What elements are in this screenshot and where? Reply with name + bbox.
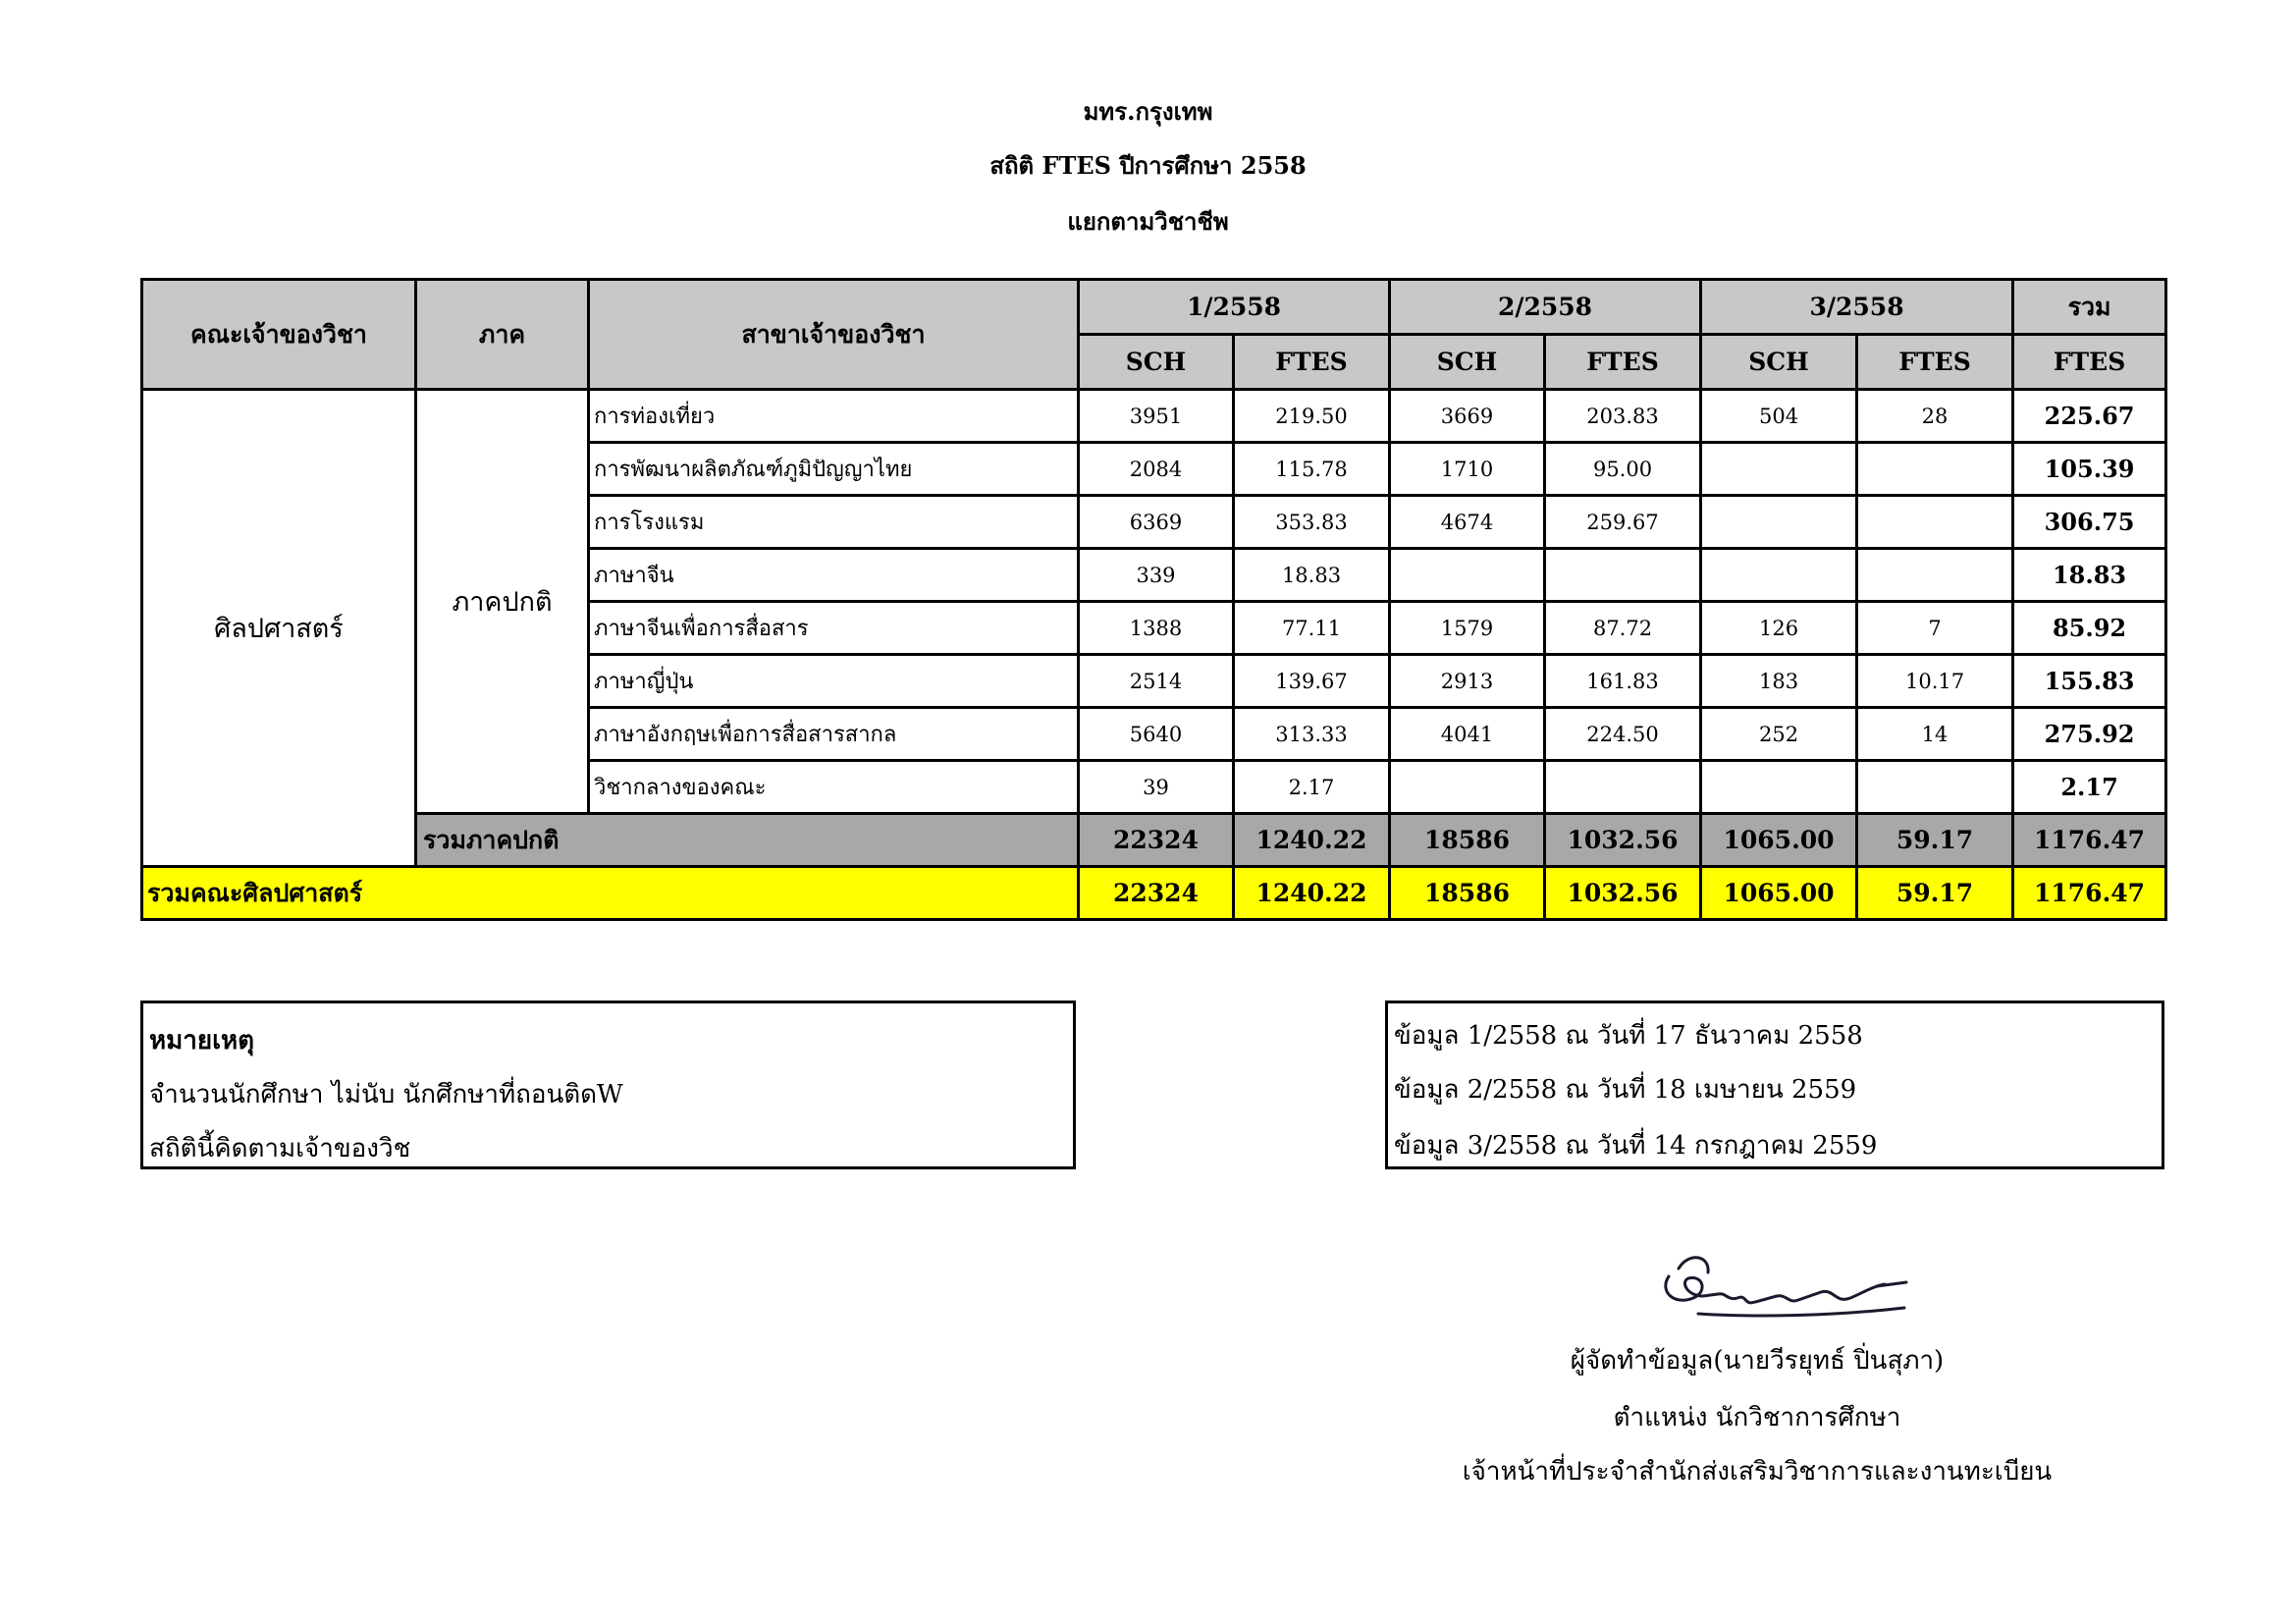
sch-cell: 3669 — [1390, 390, 1545, 443]
ftes-cell: 59.17 — [1857, 867, 2013, 920]
total-ftes-cell: 105.39 — [2013, 443, 2166, 496]
sch-cell: 22324 — [1079, 867, 1234, 920]
sch-cell: 5640 — [1079, 708, 1234, 761]
sch-cell: 1065.00 — [1701, 814, 1857, 867]
sch-cell: 339 — [1079, 549, 1234, 602]
sch-cell: 2084 — [1079, 443, 1234, 496]
ftes-cell: 7 — [1857, 602, 2013, 655]
ftes-cell — [1857, 443, 2013, 496]
ftes-cell: 87.72 — [1545, 602, 1701, 655]
sch-cell: 4674 — [1390, 496, 1545, 549]
header-ftes: FTES — [1857, 335, 2013, 390]
ftes-cell: 224.50 — [1545, 708, 1701, 761]
signer-office: เจ้าหน้าที่ประจำสำนักส่งเสริมวิชาการและงานทะเบียน — [1462, 1457, 2053, 1487]
ftes-cell: 1032.56 — [1545, 814, 1701, 867]
ftes-cell — [1545, 549, 1701, 602]
ftes-cell: 219.50 — [1234, 390, 1390, 443]
ftes-cell: 77.11 — [1234, 602, 1390, 655]
ftes-cell: 28 — [1857, 390, 2013, 443]
ftes-cell: 14 — [1857, 708, 2013, 761]
branch-cell: ภาษาญี่ปุ่น — [589, 655, 1079, 708]
ftes-cell: 10.17 — [1857, 655, 2013, 708]
notes-line: จำนวนนักศึกษา ไม่นับ นักศึกษาที่ถอนติดW — [149, 1080, 623, 1109]
ftes-cell: 18.83 — [1234, 549, 1390, 602]
subtotal-row — [142, 814, 2166, 867]
total-ftes-cell: 1176.47 — [2013, 867, 2166, 920]
sch-cell: 6369 — [1079, 496, 1234, 549]
sch-cell: 183 — [1701, 655, 1857, 708]
ftes-cell — [1857, 496, 2013, 549]
ftes-cell — [1545, 761, 1701, 814]
notes-line: สถิตินี้คิดตามเจ้าของวิช — [149, 1134, 411, 1163]
sch-cell: 126 — [1701, 602, 1857, 655]
branch-cell: ภาษาจีนเพื่อการสื่อสาร — [589, 602, 1079, 655]
sch-cell: 39 — [1079, 761, 1234, 814]
branch-cell: การท่องเที่ยว — [589, 390, 1079, 443]
sch-cell: 2514 — [1079, 655, 1234, 708]
ftes-cell: 203.83 — [1545, 390, 1701, 443]
sch-cell: 2913 — [1390, 655, 1545, 708]
total-ftes-cell: 1176.47 — [2013, 814, 2166, 867]
header-sch: SCH — [1079, 335, 1234, 390]
total-ftes-cell: 85.92 — [2013, 602, 2166, 655]
ftes-cell: 1240.22 — [1234, 867, 1390, 920]
sch-cell — [1701, 496, 1857, 549]
total-ftes-cell: 275.92 — [2013, 708, 2166, 761]
branch-cell: การโรงแรม — [589, 496, 1079, 549]
signer-name: ผู้จัดทำข้อมูล(นายวีรยุทธ์ ปิ่นสุภา) — [1570, 1346, 1945, 1376]
ftes-cell: 115.78 — [1234, 443, 1390, 496]
header-ftes: FTES — [1545, 335, 1701, 390]
total-ftes-cell: 18.83 — [2013, 549, 2166, 602]
ftes-cell: 95.00 — [1545, 443, 1701, 496]
ftes-cell: 161.83 — [1545, 655, 1701, 708]
branch-cell: ภาษาอังกฤษเพื่อการสื่อสารสากล — [589, 708, 1079, 761]
sch-cell: 22324 — [1079, 814, 1234, 867]
header-faculty: คณะเจ้าของวิชา — [142, 280, 416, 390]
branch-cell: ภาษาจีน — [589, 549, 1079, 602]
sch-cell: 1065.00 — [1701, 867, 1857, 920]
data-date-line: ข้อมูล 1/2558 ณ วันที่ 17 ธันวาคม 2558 — [1394, 1021, 1863, 1051]
ftes-cell: 259.67 — [1545, 496, 1701, 549]
sch-cell — [1701, 549, 1857, 602]
sch-cell: 504 — [1701, 390, 1857, 443]
ftes-cell: 2.17 — [1234, 761, 1390, 814]
ftes-cell — [1857, 761, 2013, 814]
header-term-1: 1/2558 — [1079, 280, 1390, 335]
sch-cell — [1390, 761, 1545, 814]
sch-cell — [1701, 443, 1857, 496]
sch-cell: 1710 — [1390, 443, 1545, 496]
sch-cell: 1579 — [1390, 602, 1545, 655]
notes-title: หมายเหตุ — [149, 1026, 255, 1055]
table-row — [142, 390, 2166, 443]
sch-cell — [1390, 549, 1545, 602]
total-ftes-cell: 306.75 — [2013, 496, 2166, 549]
header-total: รวม — [2013, 280, 2166, 335]
sch-cell: 252 — [1701, 708, 1857, 761]
header-sch: SCH — [1390, 335, 1545, 390]
data-date-line: ข้อมูล 3/2558 ณ วันที่ 14 กรกฎาคม 2559 — [1394, 1131, 1878, 1161]
header-branch: สาขาเจ้าของวิชา — [589, 280, 1079, 390]
signature-image — [1649, 1247, 1914, 1325]
sch-cell: 1388 — [1079, 602, 1234, 655]
report-title: สถิติ FTES ปีการศึกษา 2558 — [989, 151, 1307, 180]
sch-cell: 18586 — [1390, 867, 1545, 920]
ftes-cell: 139.67 — [1234, 655, 1390, 708]
header-total-ftes: FTES — [2013, 335, 2166, 390]
header-sch: SCH — [1701, 335, 1857, 390]
grandtotal-row — [142, 867, 2166, 920]
ftes-table — [140, 278, 2167, 921]
ftes-cell: 59.17 — [1857, 814, 2013, 867]
total-ftes-cell: 225.67 — [2013, 390, 2166, 443]
ftes-cell: 1240.22 — [1234, 814, 1390, 867]
sch-cell — [1701, 761, 1857, 814]
org-title: มทร.กรุงเทพ — [1083, 97, 1213, 126]
total-ftes-cell: 155.83 — [2013, 655, 2166, 708]
header-term-3: 3/2558 — [1701, 280, 2013, 335]
subtotal-label: รวมภาคปกติ — [416, 814, 1079, 867]
ftes-cell: 1032.56 — [1545, 867, 1701, 920]
grandtotal-label: รวมคณะศิลปศาสตร์ — [142, 867, 1079, 920]
header-term-2: 2/2558 — [1390, 280, 1701, 335]
ftes-cell: 353.83 — [1234, 496, 1390, 549]
sch-cell: 4041 — [1390, 708, 1545, 761]
signer-position: ตำแหน่ง นักวิชาการศึกษา — [1613, 1403, 1901, 1433]
header-section: ภาค — [416, 280, 589, 390]
faculty-cell: ศิลปศาสตร์ — [142, 390, 416, 867]
data-dates-box — [1385, 1001, 2164, 1169]
header-ftes: FTES — [1234, 335, 1390, 390]
total-ftes-cell: 2.17 — [2013, 761, 2166, 814]
ftes-cell: 313.33 — [1234, 708, 1390, 761]
sch-cell: 18586 — [1390, 814, 1545, 867]
sch-cell: 3951 — [1079, 390, 1234, 443]
branch-cell: วิชากลางของคณะ — [589, 761, 1079, 814]
section-cell: ภาคปกติ — [416, 390, 589, 814]
branch-cell: การพัฒนาผลิตภัณฑ์ภูมิปัญญาไทย — [589, 443, 1079, 496]
report-subtitle: แยกตามวิชาชีพ — [1067, 207, 1229, 236]
data-date-line: ข้อมูล 2/2558 ณ วันที่ 18 เมษายน 2559 — [1394, 1075, 1857, 1105]
ftes-cell — [1857, 549, 2013, 602]
notes-box — [140, 1001, 1076, 1169]
